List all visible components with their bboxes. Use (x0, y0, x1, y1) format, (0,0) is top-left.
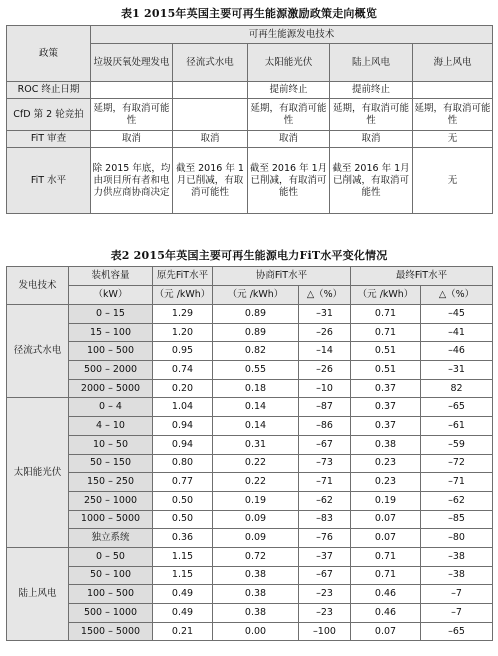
table-row (7, 131, 493, 148)
final-delta-cell: –38 (421, 566, 493, 585)
table-cell (173, 82, 248, 99)
negotiated-delta-cell: –67 (299, 566, 351, 585)
original-unit: （元 /kWh） (153, 286, 213, 305)
table-row (7, 82, 493, 99)
original-fit-cell: 0.94 (153, 417, 213, 436)
final-fit-cell: 0.71 (351, 547, 421, 566)
table-cell: 取消 (330, 131, 413, 148)
final-delta-cell: –80 (421, 529, 493, 548)
table-cell: 延期，有取消可能性 (413, 99, 493, 131)
final-fit-cell: 0.51 (351, 342, 421, 361)
table-row (7, 585, 493, 604)
final-fit-cell: 0.37 (351, 379, 421, 398)
negotiated-fit-cell: 0.14 (213, 398, 299, 417)
fit-table (6, 266, 493, 641)
negotiated-delta-cell: –23 (299, 604, 351, 623)
capacity-cell: 0 – 4 (69, 398, 153, 417)
table-cell: 延期，有取消可能性 (248, 99, 330, 131)
original-fit-cell: 0.49 (153, 604, 213, 623)
table-cell: 除 2015 年底，均由项目所有者和电力供应商协商决定 (91, 148, 173, 214)
table-row (7, 454, 493, 473)
final-fit-cell: 0.38 (351, 435, 421, 454)
tech-group-header: 可再生能源发电技术 (91, 26, 493, 44)
negotiated-fit-cell: 0.38 (213, 566, 299, 585)
table-row (7, 323, 493, 342)
table-cell: 延期，有取消可能性 (330, 99, 413, 131)
original-fit-cell: 1.04 (153, 398, 213, 417)
capacity-cell: 独立系统 (69, 529, 153, 548)
original-fit-cell: 1.15 (153, 566, 213, 585)
final-fit-cell: 0.07 (351, 529, 421, 548)
negotiated-fit-cell: 0.00 (213, 622, 299, 641)
negotiated-delta-cell: –23 (299, 585, 351, 604)
tech-header: 陆上风电 (330, 44, 413, 82)
original-fit-cell: 1.29 (153, 305, 213, 324)
negotiated-delta-cell: –67 (299, 435, 351, 454)
negotiated-fit-cell: 0.38 (213, 585, 299, 604)
final-fit-cell: 0.46 (351, 604, 421, 623)
table-cell: 截至 2016 年 1月已削减，有取消可能性 (330, 148, 413, 214)
table-row (7, 604, 493, 623)
table-row (7, 622, 493, 641)
final-delta-cell: –85 (421, 510, 493, 529)
final-delta-cell: –65 (421, 622, 493, 641)
original-fit-cell: 0.80 (153, 454, 213, 473)
table-row (7, 473, 493, 492)
original-fit-cell: 0.77 (153, 473, 213, 492)
final-delta-cell: –7 (421, 585, 493, 604)
original-fit-cell: 1.15 (153, 547, 213, 566)
capacity-cell: 500 – 1000 (69, 604, 153, 623)
table-cell (173, 99, 248, 131)
table-cell: 延期，有取消可能性 (91, 99, 173, 131)
negotiated-delta-cell: –14 (299, 342, 351, 361)
capacity-cell: 250 – 1000 (69, 491, 153, 510)
table-cell (413, 82, 493, 99)
final-delta-cell: –41 (421, 323, 493, 342)
policy-label: FiT 水平 (7, 148, 91, 214)
original-fit-cell: 0.20 (153, 379, 213, 398)
negotiated-delta-cell: –83 (299, 510, 351, 529)
original-fit-cell: 0.21 (153, 622, 213, 641)
negotiated-fit-cell: 0.19 (213, 491, 299, 510)
policy-label: FiT 审查 (7, 131, 91, 148)
capacity-cell: 0 – 15 (69, 305, 153, 324)
final-delta-cell: –72 (421, 454, 493, 473)
final-delta-cell: –46 (421, 342, 493, 361)
negotiated-fit-cell: 0.55 (213, 361, 299, 380)
final-fit-cell: 0.71 (351, 323, 421, 342)
capacity-header: 装机容量 (69, 267, 153, 286)
table-cell: 无 (413, 131, 493, 148)
table-row (7, 342, 493, 361)
table-row (7, 547, 493, 566)
table-row (7, 491, 493, 510)
final-delta-cell: –65 (421, 398, 493, 417)
negotiated-fit-cell: 0.72 (213, 547, 299, 566)
table-cell: 取消 (248, 131, 330, 148)
negotiated-delta-cell: –87 (299, 398, 351, 417)
negotiated-fit-cell: 0.14 (213, 417, 299, 436)
final-unit: （元 /kWh） (351, 286, 421, 305)
table-cell: 取消 (91, 131, 173, 148)
table-row (7, 305, 493, 324)
negotiated-delta-cell: –76 (299, 529, 351, 548)
policy-label: CfD 第 2 轮竞拍 (7, 99, 91, 131)
tech-column-header: 发电技术 (7, 267, 69, 305)
negotiated-delta-cell: –26 (299, 323, 351, 342)
capacity-cell: 500 – 2000 (69, 361, 153, 380)
capacity-unit: （kW） (69, 286, 153, 305)
negotiated-delta-cell: –100 (299, 622, 351, 641)
table-cell: 取消 (173, 131, 248, 148)
table-row (7, 566, 493, 585)
negotiated-fit-cell: 0.89 (213, 323, 299, 342)
final-delta-cell: –7 (421, 604, 493, 623)
policy-label: ROC 终止日期 (7, 82, 91, 99)
capacity-cell: 100 – 500 (69, 585, 153, 604)
tech-header: 太阳能光伏 (248, 44, 330, 82)
table-row (7, 417, 493, 436)
table-cell (91, 82, 173, 99)
tech-header: 径流式水电 (173, 44, 248, 82)
negotiated-fit-header: 协商FiT水平 (213, 267, 351, 286)
negotiated-delta-cell: –10 (299, 379, 351, 398)
capacity-cell: 15 – 100 (69, 323, 153, 342)
final-delta-cell: –38 (421, 547, 493, 566)
capacity-cell: 0 – 50 (69, 547, 153, 566)
final-fit-cell: 0.37 (351, 398, 421, 417)
final-fit-cell: 0.37 (351, 417, 421, 436)
negotiated-fit-cell: 0.89 (213, 305, 299, 324)
negotiated-fit-cell: 0.22 (213, 454, 299, 473)
negotiated-fit-cell: 0.22 (213, 473, 299, 492)
table1-caption: 表1 2015年英国主要可再生能源激励政策走向概览 (120, 7, 378, 20)
final-delta-cell: –59 (421, 435, 493, 454)
final-delta-cell: –31 (421, 361, 493, 380)
original-fit-cell: 0.36 (153, 529, 213, 548)
negotiated-delta-cell: –73 (299, 454, 351, 473)
negotiated-delta-cell: –62 (299, 491, 351, 510)
table-cell: 无 (413, 148, 493, 214)
table-cell: 提前终止 (248, 82, 330, 99)
original-fit-cell: 0.94 (153, 435, 213, 454)
capacity-cell: 50 – 100 (69, 566, 153, 585)
negotiated-delta-cell: –71 (299, 473, 351, 492)
negotiated-delta-cell: –37 (299, 547, 351, 566)
table-row (7, 398, 493, 417)
negotiated-delta-cell: –86 (299, 417, 351, 436)
table-row (7, 99, 493, 131)
capacity-cell: 1000 – 5000 (69, 510, 153, 529)
negotiated-delta-header: △（%） (299, 286, 351, 305)
final-fit-cell: 0.46 (351, 585, 421, 604)
final-fit-cell: 0.19 (351, 491, 421, 510)
original-fit-header: 原先FiT水平 (153, 267, 213, 286)
final-fit-cell: 0.07 (351, 622, 421, 641)
capacity-cell: 2000 – 5000 (69, 379, 153, 398)
policy-table (6, 25, 493, 214)
final-delta-cell: 82 (421, 379, 493, 398)
capacity-cell: 4 – 10 (69, 417, 153, 436)
tech-group-label: 陆上风电 (7, 547, 69, 640)
negotiated-fit-cell: 0.82 (213, 342, 299, 361)
final-fit-cell: 0.23 (351, 454, 421, 473)
original-fit-cell: 0.95 (153, 342, 213, 361)
table-row (7, 510, 493, 529)
capacity-cell: 100 – 500 (69, 342, 153, 361)
negotiated-fit-cell: 0.09 (213, 510, 299, 529)
final-fit-header: 最终FiT水平 (351, 267, 493, 286)
table-row (7, 148, 493, 214)
negotiated-fit-cell: 0.09 (213, 529, 299, 548)
table-cell: 截至 2016 年 1月已削减，有取消可能性 (173, 148, 248, 214)
final-fit-cell: 0.71 (351, 305, 421, 324)
negotiated-delta-cell: –31 (299, 305, 351, 324)
final-delta-cell: –71 (421, 473, 493, 492)
original-fit-cell: 0.50 (153, 491, 213, 510)
capacity-cell: 150 – 250 (69, 473, 153, 492)
table-cell: 提前终止 (330, 82, 413, 99)
final-fit-cell: 0.71 (351, 566, 421, 585)
tech-header: 垃圾厌氧处理发电 (91, 44, 173, 82)
tech-group-label: 径流式水电 (7, 305, 69, 398)
final-delta-header: △（%） (421, 286, 493, 305)
tech-header: 海上风电 (413, 44, 493, 82)
table-row (7, 379, 493, 398)
original-fit-cell: 0.49 (153, 585, 213, 604)
original-fit-cell: 1.20 (153, 323, 213, 342)
original-fit-cell: 0.50 (153, 510, 213, 529)
original-fit-cell: 0.74 (153, 361, 213, 380)
capacity-cell: 50 – 150 (69, 454, 153, 473)
final-fit-cell: 0.07 (351, 510, 421, 529)
table-row (7, 435, 493, 454)
negotiated-delta-cell: –26 (299, 361, 351, 380)
capacity-cell: 1500 – 5000 (69, 622, 153, 641)
tech-group-label: 太阳能光伏 (7, 398, 69, 548)
policy-header: 政策 (7, 26, 91, 82)
final-delta-cell: –62 (421, 491, 493, 510)
negotiated-fit-cell: 0.31 (213, 435, 299, 454)
negotiated-unit: （元 /kWh） (213, 286, 299, 305)
table-row (7, 529, 493, 548)
final-delta-cell: –61 (421, 417, 493, 436)
table2-caption: 表2 2015年英国主要可再生能源电力FiT水平变化情况 (110, 249, 388, 262)
table-cell: 截至 2016 年 1月已削减，有取消可能性 (248, 148, 330, 214)
capacity-cell: 10 – 50 (69, 435, 153, 454)
table-row (7, 361, 493, 380)
final-fit-cell: 0.51 (351, 361, 421, 380)
final-delta-cell: –45 (421, 305, 493, 324)
negotiated-fit-cell: 0.38 (213, 604, 299, 623)
negotiated-fit-cell: 0.18 (213, 379, 299, 398)
final-fit-cell: 0.23 (351, 473, 421, 492)
